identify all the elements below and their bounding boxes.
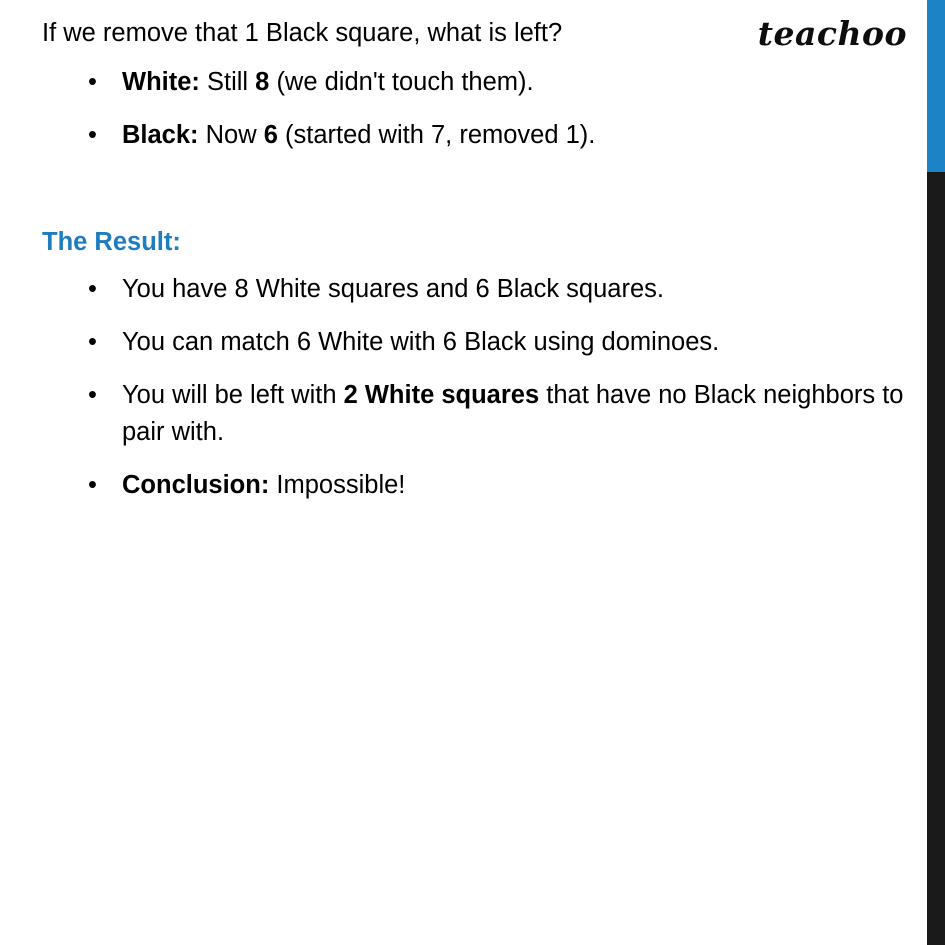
bullet-list-result: [42, 271, 912, 504]
bullet-dot-icon: •: [88, 470, 97, 499]
bullet-emphasis: 6: [263, 120, 278, 149]
bullet-label: Black:: [122, 120, 199, 149]
bullet-label: White:: [122, 67, 200, 96]
bullet-text-before: Still: [199, 67, 256, 96]
bullet-text-after: (started with 7, removed 1).: [277, 120, 596, 149]
right-edge-dark-bar: [927, 172, 945, 945]
bullet-text: You can match 6 White with 6 Black using dominoes.: [122, 327, 720, 356]
list-item: [42, 271, 912, 308]
right-edge-blue-bar: [927, 0, 945, 172]
bullet-dot-icon: •: [88, 274, 97, 303]
lead-question: If we remove that 1 Black square, what is left?: [42, 19, 563, 47]
list-item: [42, 117, 912, 154]
bullet-dot-icon: •: [88, 380, 97, 409]
teachoo-logo: teachoo: [757, 14, 907, 53]
list-item: [42, 324, 912, 361]
bullet-dot-icon: •: [88, 67, 97, 96]
bullet-text-after: that have no Black neighbors to pair with.: [122, 380, 904, 446]
list-item: [42, 467, 912, 504]
list-item: [42, 64, 912, 101]
slide-content: [42, 18, 912, 520]
bullet-dot-icon: •: [88, 120, 97, 149]
bullet-emphasis: 2 White squares: [343, 380, 540, 409]
section-heading-result: The Result:: [42, 227, 181, 256]
bullet-text-after: Impossible!: [269, 470, 406, 499]
bullet-text-before: Now: [198, 120, 264, 149]
bullet-dot-icon: •: [88, 327, 97, 356]
bullet-list-counts: [42, 64, 912, 154]
list-item: [42, 377, 912, 451]
bullet-emphasis: 8: [255, 67, 270, 96]
bullet-text: You have 8 White squares and 6 Black squares.: [122, 274, 664, 303]
bullet-text-after: (we didn't touch them).: [269, 67, 534, 96]
bullet-text-before: You will be left with: [122, 380, 344, 409]
bullet-label: Conclusion:: [122, 470, 270, 499]
